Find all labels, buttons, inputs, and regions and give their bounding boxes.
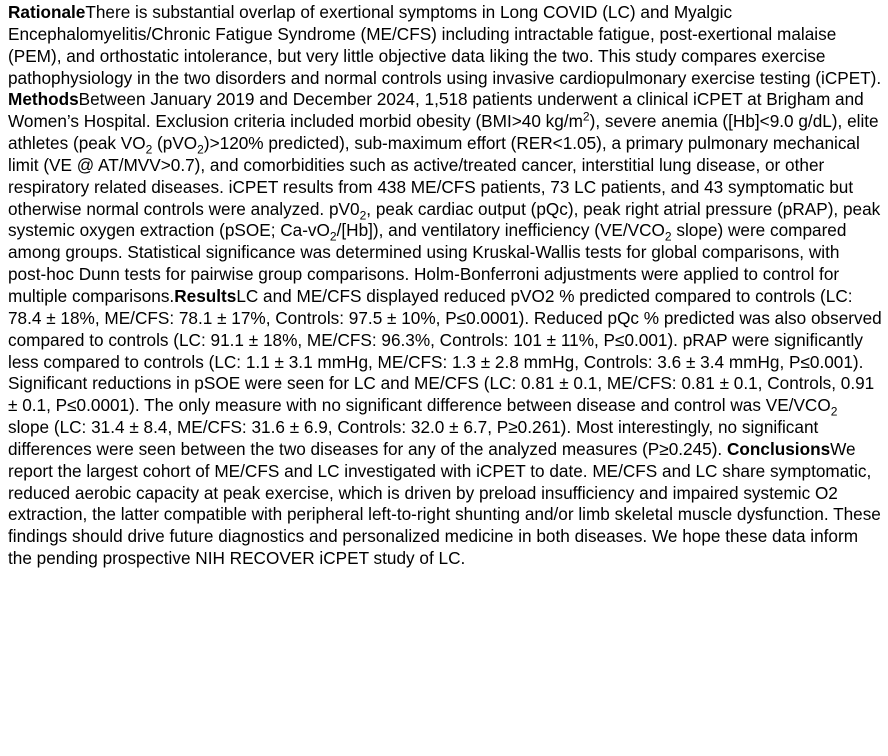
subscript: 2: [830, 404, 838, 419]
subscript: 2: [664, 229, 672, 244]
results-text: LC and ME/CFS displayed reduced pVO2 % predicted compared to controls (LC: 78.4 ± 18%, ME/CFS: 78.1 ± 17%, Controls: 97.5 ± 10%, P≤0.0001). Reduced pQc % predicted was also observed compared to controls (LC: 91.1 ± 18%, ME/CFS: 96.3%, Controls: 101 ± 11%, P≤0.001). pRAP were significantly less compared to controls (LC: 1.1 ± 3.1 mmHg, ME/CFS: 1.3 ± 2.8 mmHg, Controls: 3.6 ± 3.4 mmHg, P≤0.001). Significant reductions in pSOE were seen for LC and ME/CFS (LC: 0.81 ± 0.1, ME/CFS: 0.81 ± 0.1, Controls, 0.91 ± 0.1, P≤0.0001). The only measure with no significant difference between disease and control was VE/VCO: [8, 285, 882, 416]
rationale-heading: Rationale: [8, 2, 86, 22]
conclusions-text: We report the largest cohort of ME/CFS and LC investigated with iCPET to date. ME/CFS and LC share symptomatic, reduced aerobic capacity at peak exercise, which is driven by preload insufficiency and impaired systemic O2 extraction, the latter compatible with peripheral left-to-right shunting and/or limb skeletal muscle dysfunction. These findings should drive future diagnostics and personalized medicine in both diseases. We hope these data inform the pending prospective NIH RECOVER iCPET study of LC.: [8, 438, 881, 569]
rationale-text: There is substantial overlap of exertional symptoms in Long COVID (LC) and Myalgic Encephalomyelitis/Chronic Fatigue Syndrome (ME/CFS) including intractable fatigue, post-exertional malaise (PEM), and orthostatic intolerance, but very little objective data liking the two. This study compares exercise pathophysiology in the two disorders and normal controls using invasive cardiopulmonary exercise testing (iCPET).: [8, 2, 882, 88]
methods-text: )>120% predicted), sub-maximum effort (RER<1.05), a primary pulmonary mechanical limit (VE @ AT/MVV>0.7), and comorbidities such as active/treated cancer, interstitial lung disease, or other respiratory related diseases. iCPET results from 438 ME/CFS patients, 73 LC patients, and 43 symptomatic but otherwise normal controls were analyzed. pV0: [8, 133, 860, 219]
subscript: 2: [197, 142, 204, 157]
results-heading: Results: [174, 285, 237, 306]
methods-text: slope) were compared among groups. Statistical significance was determined using Kruskal-Wallis tests for global comparisons, with post-hoc Dunn tests for pairwise group comparisons. Holm-Bonferroni adjustments were applied to control for multiple comparisons.: [8, 220, 847, 306]
methods-heading: Methods: [8, 89, 79, 110]
methods-text: (pVO: [152, 133, 198, 154]
abstract-paragraph: [8, 2, 882, 570]
methods-text: ), severe anemia ([Hb]<9.0 g/dL), elite athletes (peak VO: [8, 111, 879, 154]
subscript: 2: [329, 229, 337, 244]
subscript: 2: [145, 142, 153, 157]
results-text: slope (LC: 31.4 ± 8.4, ME/CFS: 31.6 ± 6.9, Controls: 32.0 ± 6.7, P≥0.261). Most interestingly, no significant differences were seen between the two diseases for any of the analyzed measures (P≥0.245).: [8, 417, 819, 459]
subscript: 2: [359, 208, 367, 223]
methods-text: , peak cardiac output (pQc), peak right atrial pressure (pRAP), peak systemic oxygen extraction (pSOE; Ca-vO: [8, 198, 881, 241]
methods-text: Between January 2019 and December 2024, 1,518 patients underwent a clinical iCPET at Brigham and Women’s Hospital. Exclusion criteria included morbid obesity (BMI>40 kg/m: [8, 89, 864, 132]
conclusions-heading: Conclusions: [727, 438, 831, 459]
methods-text: /[Hb]), and ventilatory inefficiency (VE/VCO: [336, 220, 665, 241]
superscript: 2: [582, 109, 590, 124]
